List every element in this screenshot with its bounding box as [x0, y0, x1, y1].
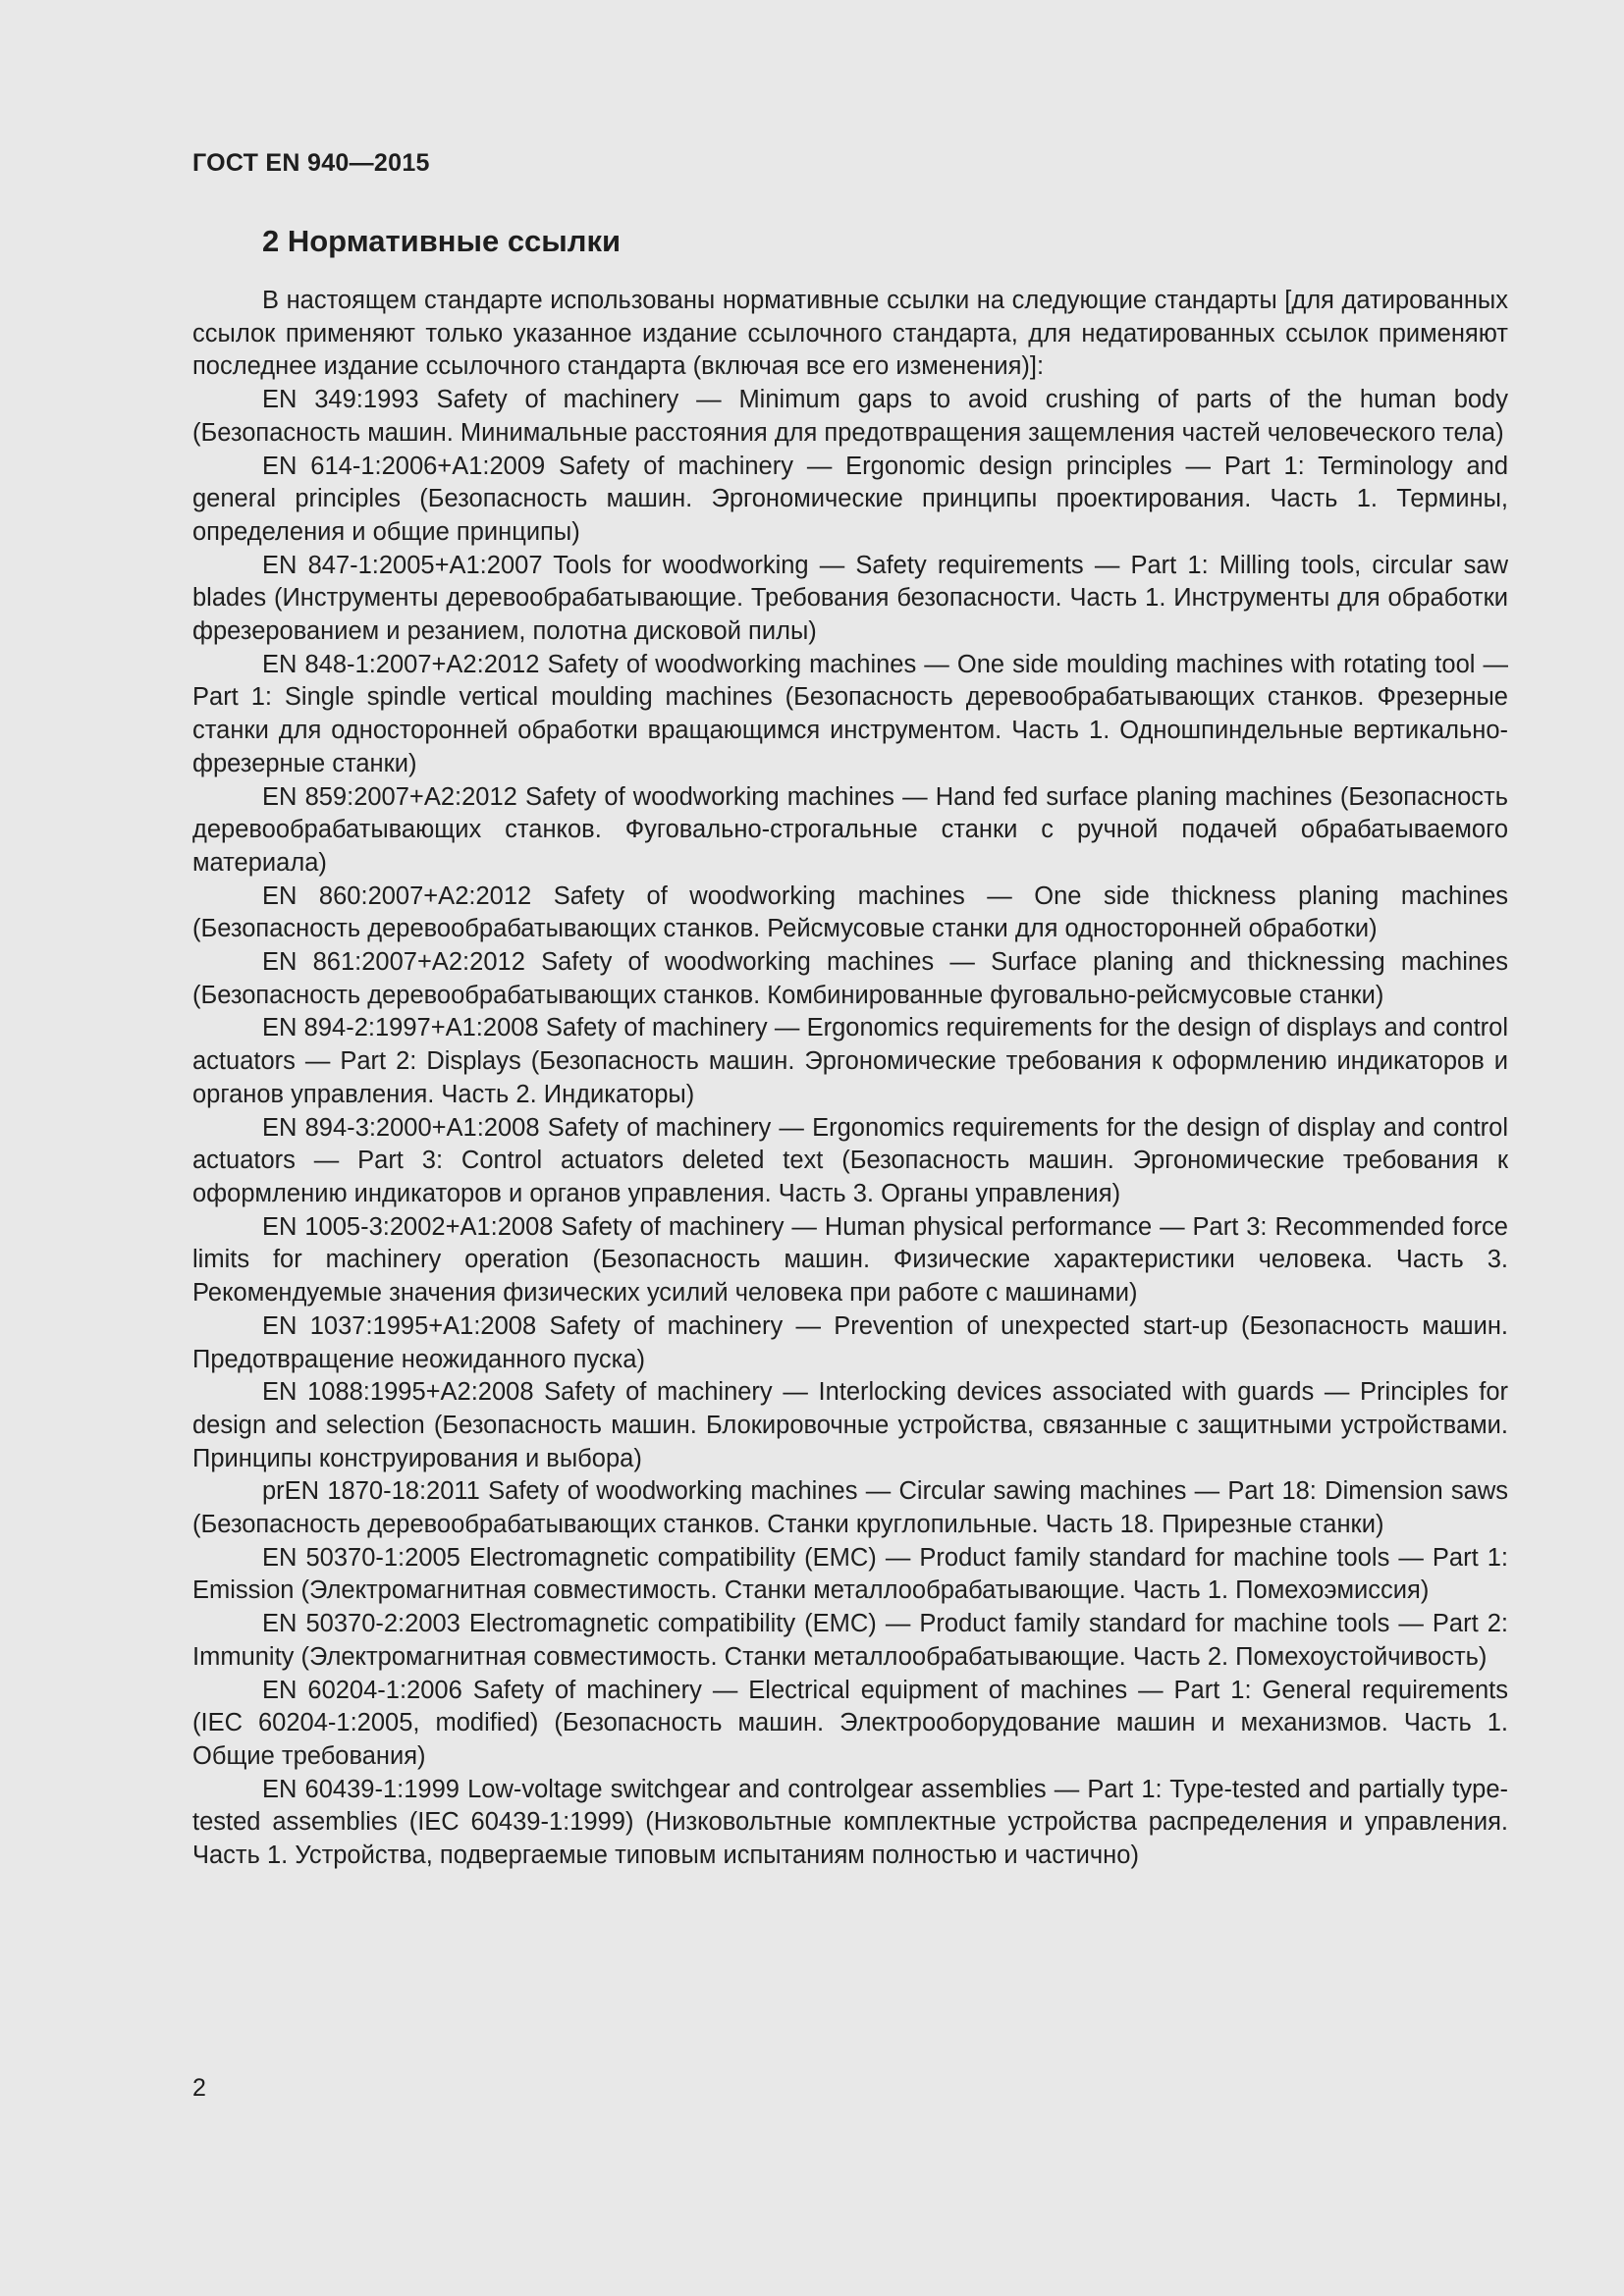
reference-item: EN 50370-2:2003 Electromagnetic compatibility (EMC) — Product family standard for machine tools — Part 2: Immunity (Электромагнитная совместимость. Станки металлообрабатывающие. Часть 2. Помехоустойчивость) [192, 1610, 1508, 1671]
reference-item: EN 860:2007+A2:2012 Safety of woodworking machines — One side thickness planing machines (Безопасность деревообрабатывающих станков. Рейсмусовые станки для односторонней обработки) [192, 881, 1508, 943]
reference-item: EN 848-1:2007+A2:2012 Safety of woodworking machines — One side moulding machines with rotating tool — Part 1: Single spindle vertical moulding machines (Безопасность деревообрабатывающих станков. Фрезерные станки для односторонней обработки вращающимся инструментом. Часть 1. Одношпиндельные вертикально-фрезерные станки) [192, 650, 1508, 777]
reference-item: EN 894-2:1997+A1:2008 Safety of machinery — Ergonomics requirements for the design of displays and control actuators — Part 2: Displays (Безопасность машин. Эргономические требования к оформлению индикаторов и органов управления. Часть 2. Индикаторы) [192, 1014, 1508, 1108]
reference-item: EN 1005-3:2002+A1:2008 Safety of machinery — Human physical performance — Part 3: Recommended force limits for machinery operation (Безопасность машин. Физические характеристики человека. Часть 3. Рекомендуемые значения физических усилий человека при работе с машинами) [192, 1212, 1508, 1308]
reference-item: EN 1037:1995+A1:2008 Safety of machinery — Prevention of unexpected start-up (Безопасность машин. Предотвращение неожиданного пуска) [192, 1311, 1508, 1373]
reference-item: EN 894-3:2000+A1:2008 Safety of machinery — Ergonomics requirements for the design of display and control actuators — Part 3: Control actuators deleted text (Безопасность машин. Эргономические требования к оформлению индикаторов и органов управления. Часть 3. Органы управления) [192, 1113, 1508, 1207]
reference-item: prEN 1870-18:2011 Safety of woodworking machines — Circular sawing machines — Part 18: Dimension saws (Безопасность деревообрабатывающих станков. Станки круглопильные. Часть 18. Прирезные станки) [192, 1477, 1508, 1539]
reference-item: EN 50370-1:2005 Electromagnetic compatibility (EMC) — Product family standard for machine tools — Part 1: Emission (Электромагнитная совместимость. Станки металлообрабатывающие. Часть 1. Помехоэмиссия) [192, 1543, 1508, 1605]
document-body [192, 285, 1508, 1873]
reference-item: EN 861:2007+A2:2012 Safety of woodworking machines — Surface planing and thicknessing machines (Безопасность деревообрабатывающих станков. Комбинированные фуговально-рейсмусовые станки) [192, 948, 1508, 1009]
intro-paragraph: В настоящем стандарте использованы нормативные ссылки на следующие стандарты [для датированных ссылок применяют только указанное издание ссылочного стандарта, для недатированных ссылок применяют последнее издание ссылочного стандарта (включая все его изменения)]: [192, 287, 1508, 381]
section-title: 2 Нормативные ссылки [262, 224, 622, 258]
reference-item: EN 349:1993 Safety of machinery — Minimum gaps to avoid crushing of parts of the human body (Безопасность машин. Минимальные расстояния для предотвращения защемления частей человеческого тела) [192, 386, 1508, 447]
document-header: ГОСТ EN 940—2015 [192, 149, 430, 177]
reference-item: EN 859:2007+A2:2012 Safety of woodworking machines — Hand fed surface planing machines (Безопасность деревообрабатывающих станков. Фуговально-строгальные станки с ручной подачей обрабатываемого материала) [192, 782, 1508, 877]
reference-item: EN 614-1:2006+A1:2009 Safety of machinery — Ergonomic design principles — Part 1: Terminology and general principles (Безопасность машин. Эргономические принципы проектирования. Часть 1. Термины, определения и общие принципы) [192, 452, 1508, 546]
reference-item: EN 1088:1995+A2:2008 Safety of machinery — Interlocking devices associated with guards — Principles for design and selection (Безопасность машин. Блокировочные устройства, связанные с защитными устройствами. Принципы конструирования и выбора) [192, 1378, 1508, 1472]
reference-item: EN 847-1:2005+A1:2007 Tools for woodworking — Safety requirements — Part 1: Milling tools, circular saw blades (Инструменты деревообрабатывающие. Требования безопасности. Часть 1. Инструменты для обработки фрезерованием и резанием, полотна дисковой пилы) [192, 551, 1508, 646]
page-number: 2 [192, 2074, 206, 2102]
reference-item: EN 60439-1:1999 Low-voltage switchgear and controlgear assemblies — Part 1: Type-tested and partially type-tested assemblies (IEC 60439-1:1999) (Низковольтные комплектные устройства распределения и управления. Часть 1. Устройства, подвергаемые типовым испытаниям полностью и частично) [192, 1775, 1508, 1870]
reference-item: EN 60204-1:2006 Safety of machinery — Electrical equipment of machines — Part 1: General requirements (IEC 60204-1:2005, modified) (Безопасность машин. Электрооборудование машин и механизмов. Часть 1. Общие требования) [192, 1676, 1508, 1770]
